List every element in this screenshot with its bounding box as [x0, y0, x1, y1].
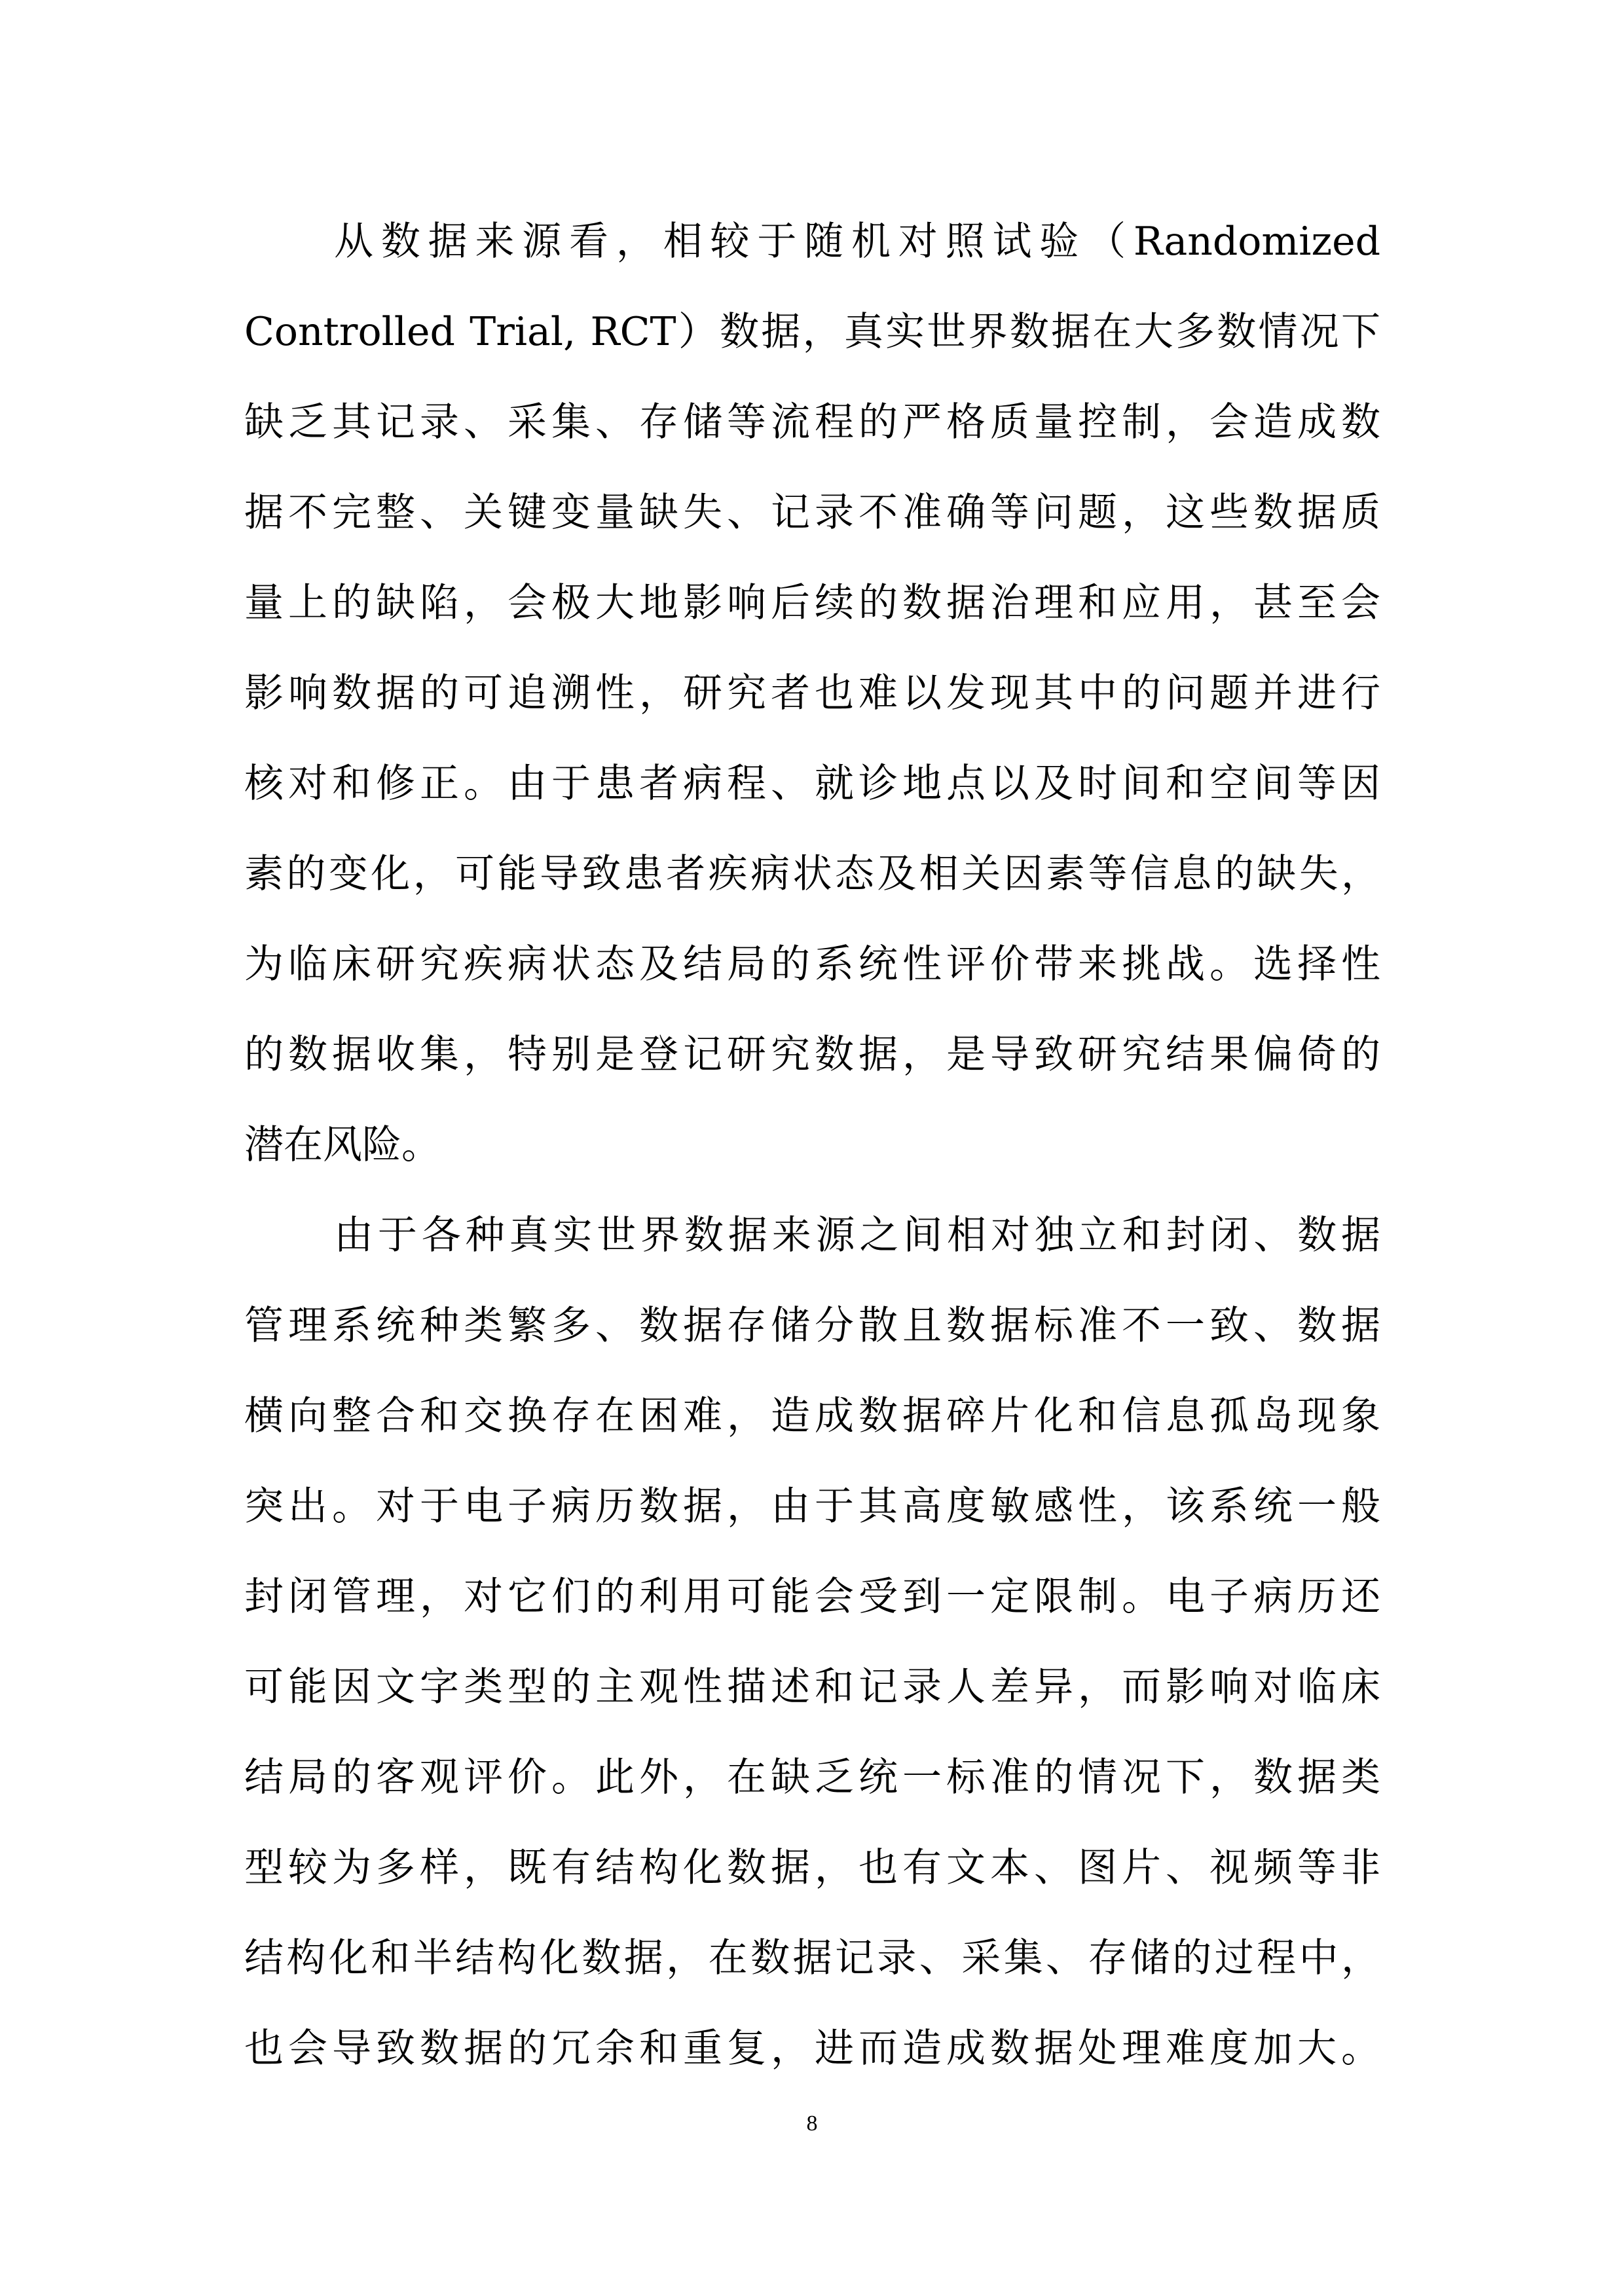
- text-line: 结构化和半结构化数据，在数据记录、采集、存储的过程中，: [244, 1935, 1380, 1981]
- text-line: 型较为多样，既有结构化数据，也有文本、图片、视频等非: [244, 1845, 1380, 1891]
- text-line: 量上的缺陷，会极大地影响后续的数据治理和应用，甚至会: [244, 580, 1380, 626]
- text-line: 据不完整、关键变量缺失、记录不准确等问题，这些数据质: [244, 490, 1380, 536]
- text-line: 潜在风险。: [244, 1122, 441, 1168]
- text-line: 核对和修正。由于患者病程、就诊地点以及时间和空间等因: [244, 761, 1380, 807]
- text-line: 缺乏其记录、采集、存储等流程的严格质量控制，会造成数: [244, 399, 1380, 445]
- text-line: 管理系统种类繁多、数据存储分散且数据标准不一致、数据: [244, 1303, 1380, 1349]
- text-line: 的数据收集，特别是登记研究数据，是导致研究结果偏倚的: [244, 1032, 1380, 1078]
- text-line: 可能因文字类型的主观性描述和记录人差异，而影响对临床: [244, 1664, 1380, 1710]
- text-line: 由于各种真实世界数据来源之间相对独立和封闭、数据: [334, 1212, 1380, 1258]
- text-line: 为临床研究疾病状态及结局的系统性评价带来挑战。选择性: [244, 941, 1380, 987]
- text-line: 也会导致数据的冗余和重复，进而造成数据处理难度加大。: [244, 2026, 1380, 2071]
- text-line: 影响数据的可追溯性，研究者也难以发现其中的问题并进行: [244, 670, 1380, 716]
- text-line: 结局的客观评价。此外，在缺乏统一标准的情况下，数据类: [244, 1755, 1380, 1800]
- text-line: 素的变化，可能导致患者疾病状态及相关因素等信息的缺失，: [244, 851, 1380, 897]
- text-line: 从数据来源看，相较于随机对照试验（Randomized: [334, 219, 1380, 264]
- text-line: 横向整合和交换存在困难，造成数据碎片化和信息孤岛现象: [244, 1393, 1380, 1439]
- page-number: 8: [806, 2111, 818, 2136]
- text-line: 封闭管理，对它们的利用可能会受到一定限制。电子病历还: [244, 1574, 1380, 1620]
- text-line: Controlled Trial, RCT）数据，真实世界数据在大多数情况下: [244, 309, 1380, 355]
- text-line: 突出。对于电子病历数据，由于其高度敏感性，该系统一般: [244, 1484, 1380, 1529]
